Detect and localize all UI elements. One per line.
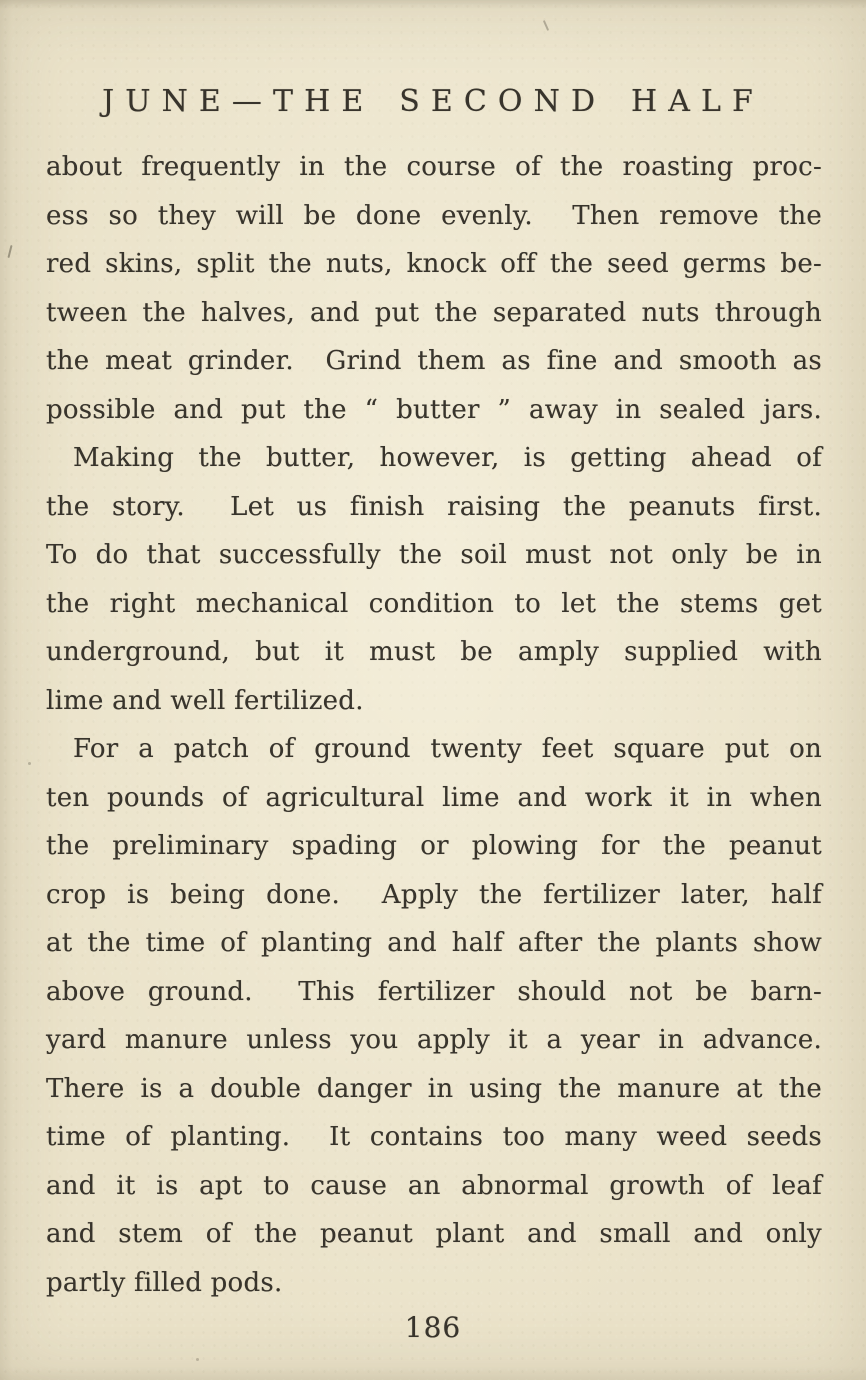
text-line: the meat grinder. Grind them as fine and smooth as <box>46 346 822 376</box>
scan-artifact <box>28 762 31 765</box>
text-line: possible and put the “ butter ” away in sealed jars. <box>46 394 822 425</box>
text-block <box>46 143 822 1307</box>
text-line: the preliminary spading or plowing for the peanut <box>46 831 822 861</box>
text-line: lime and well fertilized. <box>46 685 364 716</box>
text-line: and stem of the peanut plant and small and only <box>46 1219 822 1249</box>
text-line: underground, but it must be amply supplied with <box>46 637 822 667</box>
text-line: about frequently in the course of the roasting proc- <box>46 152 822 182</box>
text-line: crop is being done. Apply the fertilizer later, half <box>46 879 822 910</box>
text-line: and it is apt to cause an abnormal growth of leaf <box>46 1170 822 1201</box>
text-line: tween the halves, and put the separated nuts through <box>46 297 822 328</box>
scan-artifact <box>543 20 549 31</box>
text-line: time of planting. It contains too many weed seeds <box>46 1122 822 1152</box>
text-line: To do that successfully the soil must not only be in <box>46 540 822 570</box>
text-line: the right mechanical condition to let the stems get <box>46 588 822 619</box>
text-line: the story. Let us finish raising the peanuts first. <box>46 491 822 522</box>
scan-artifact <box>196 1358 199 1361</box>
paragraph <box>46 725 822 1307</box>
page-number: 186 <box>404 1311 462 1344</box>
scan-artifact <box>7 245 12 258</box>
text-line: at the time of planting and half after the plants show <box>46 928 822 958</box>
text-line: red skins, split the nuts, knock off the seed germs be- <box>46 249 822 279</box>
paragraph <box>46 434 822 725</box>
text-line: Making the butter, however, is getting ahead of <box>73 443 822 473</box>
text-line: yard manure unless you apply it a year in advance. <box>46 1025 822 1055</box>
text-line: ten pounds of agricultural lime and work it in when <box>46 782 822 813</box>
text-line: For a patch of ground twenty feet square put on <box>73 734 822 764</box>
running-head: JUNE—THE SECOND HALF <box>102 84 764 119</box>
text-line: ess so they will be done evenly. Then remove the <box>46 200 822 231</box>
text-line: above ground. This fertilizer should not be barn- <box>46 976 822 1007</box>
text-line: There is a double danger in using the manure at the <box>46 1073 822 1104</box>
text-line: partly filled pods. <box>46 1267 283 1298</box>
paragraph <box>46 143 822 434</box>
